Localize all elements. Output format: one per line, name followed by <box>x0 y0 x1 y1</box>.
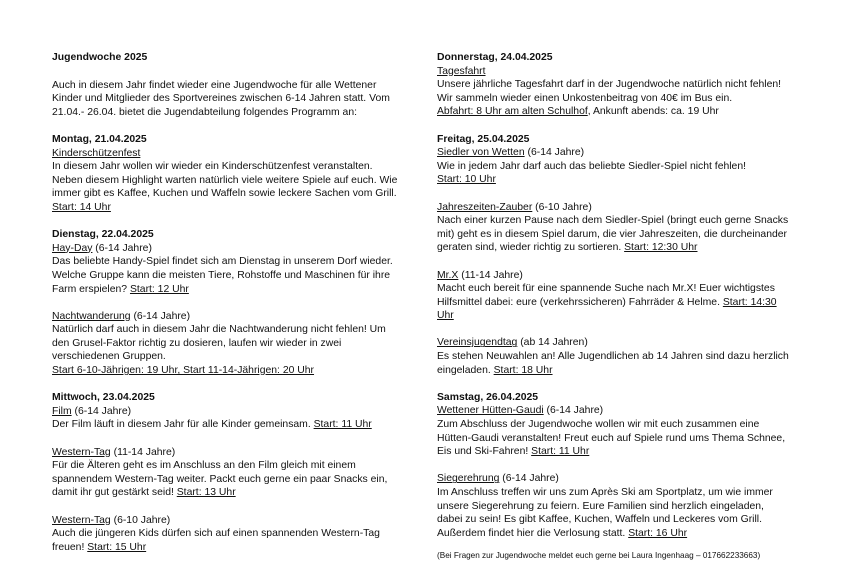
event-text: Für die Älteren geht es im Anschluss an den Film gleich mit einem spannendem Western-Tag weiter. Packt euch gerne ein paar Snacks ein, damit ihr gut gestärkt seid! <box>52 460 388 499</box>
event-description <box>437 282 789 323</box>
event-text: Im Anschluss treffen wir uns zum Après Ski am Sportplatz, um wie immer unsere Siegerehrung zu feiern. Eure Familien sind herzlich eingeladen, dabei zu sein! Es gibt Kaffee, Kuchen, Waffeln und Leckeres vom Grill. Außerdem findet hier die Verlosung statt. <box>437 487 773 539</box>
event-name: Hay-Day <box>52 242 93 254</box>
event-title-line <box>437 65 789 79</box>
day-heading: Donnerstag, 24.04.2025 <box>437 52 553 63</box>
event-description <box>437 486 789 540</box>
day-tuesday <box>52 228 404 296</box>
event-text: Das beliebte Handy-Spiel findet sich am Dienstag in unserem Dorf wieder. Welche Gruppe kann die meisten Tiere, Rohstoffe und Maschinen für ihre Farm erspielen? <box>52 256 393 295</box>
event-block <box>437 336 789 377</box>
event-title-line <box>437 146 789 160</box>
event-text: Zum Abschluss der Jugendwoche wollen wir mit euch zusammen eine Hütten-Gaudi veranstalten! Freut euch auf Spiele rund ums Thema Schnee, Eis und Ski-Fahren! <box>437 419 786 458</box>
event-start-time: Start: 11 Uhr <box>313 419 372 431</box>
event-age: (11-14 Jahre) <box>110 446 176 458</box>
event-start-time: Start: 18 Uhr <box>493 364 553 376</box>
event-title-line <box>52 147 404 161</box>
intro-paragraph: Auch in diesem Jahr findet wieder eine Jugendwoche für alle Wettener Kinder und Mitglieder des Sportvereines zwischen 6-14 Jahren statt. Vom 21.04.- 26.04. bietet die Jugendabteilung folgendes Programm an: <box>52 79 390 118</box>
event-name: Siedler von Wetten <box>437 147 525 159</box>
event-age: (11-14 Jahre) <box>458 269 523 281</box>
day-thursday <box>437 51 789 119</box>
event-age: (6-14 Jahre) <box>524 147 585 159</box>
event-name: Western-Tag <box>52 446 111 458</box>
event-start-time: Start: 14 Uhr <box>52 201 111 213</box>
event-arrival: , Ankunft abends: ca. 19 Uhr <box>587 106 719 118</box>
event-title-line <box>52 446 404 460</box>
event-title-line <box>437 269 789 283</box>
event-start-time: Start: 11 Uhr <box>531 446 590 458</box>
day-heading: Montag, 21.04.2025 <box>52 133 147 145</box>
event-start-time: Start: 12 Uhr <box>129 283 189 295</box>
event-title-line <box>52 242 404 256</box>
event-start-time: Start: 12:30 Uhr <box>624 242 698 254</box>
event-title-line <box>437 336 789 350</box>
event-start-time: Start: 14:30 Uhr <box>437 296 777 322</box>
day-heading: Mittwoch, 23.04.2025 <box>52 392 155 404</box>
event-start-time: Start: 10 Uhr <box>437 174 496 186</box>
event-name: Mr.X <box>437 269 459 281</box>
event-text: Der Film läuft in diesem Jahr für alle Kinder gemeinsam. <box>52 419 314 431</box>
event-title-line <box>52 310 404 324</box>
event-name: Western-Tag <box>52 514 111 526</box>
event-departure-line <box>437 105 789 119</box>
event-start-time: Start: 13 Uhr <box>176 487 236 499</box>
event-age: (6-14 Jahre) <box>543 405 604 417</box>
event-description <box>52 418 404 432</box>
right-column <box>437 51 789 540</box>
event-description <box>52 255 404 296</box>
event-block <box>52 310 404 378</box>
event-description: Wie in jedem Jahr darf auch das beliebte Siedler-Spiel nicht fehlen! <box>437 160 747 172</box>
event-start-time: Start 6-10-Jährigen: 19 Uhr, Start 11-14-Jährigen: 20 Uhr <box>52 365 315 377</box>
event-start-time: Start: 15 Uhr <box>87 541 147 553</box>
event-text: Es stehen Neuwahlen an! Alle Jugendlichen ab 14 Jahren sind dazu herzlich eingeladen. <box>437 351 789 376</box>
event-age: (6-14 Jahre) <box>130 310 191 322</box>
event-block <box>52 514 404 555</box>
event-age: (ab 14 Jahren) <box>517 337 588 349</box>
event-block <box>52 446 404 500</box>
event-description <box>52 527 404 554</box>
event-name: Siegerehrung <box>437 473 500 485</box>
event-name: Jahreszeiten-Zauber <box>437 201 533 213</box>
event-name: Film <box>52 405 72 417</box>
contact-footnote: (Bei Fragen zur Jugendwoche meldet euch gerne bei Laura Ingenhaag – 017662233663) <box>437 551 761 560</box>
event-age: (6-14 Jahre) <box>71 405 132 417</box>
day-heading: Samstag, 26.04.2025 <box>437 391 539 403</box>
event-description <box>437 418 789 459</box>
event-text: In diesem Jahr wollen wir wieder ein Kinderschützenfest veranstalten. Neben diesem Highlight warten natürlich viele weitere Spiele auf euch. Wie immer gibt es Kaffee, Kuchen und Waffeln sowie leckere Sachen vom Grill. <box>52 161 398 200</box>
event-block <box>437 472 789 540</box>
event-description: Natürlich darf auch in diesem Jahr die Nachtwanderung nicht fehlen! Um den Grusel-Faktor richtig zu dosieren, laufen wir wieder in zwei verschiedenen Gruppen. <box>52 324 386 363</box>
event-title-line <box>52 514 404 528</box>
event-age: (6-10 Jahre) <box>110 514 171 526</box>
event-title-line <box>437 472 789 486</box>
day-wednesday <box>52 391 404 432</box>
event-description <box>437 214 789 255</box>
event-age: (6-14 Jahre) <box>92 242 152 254</box>
event-block <box>437 201 789 255</box>
event-age: (6-10 Jahre) <box>532 201 592 213</box>
day-saturday <box>437 391 789 459</box>
event-start-time: Abfahrt: 8 Uhr am alten Schulhof <box>437 106 588 118</box>
event-name: Tagesfahrt <box>437 65 486 77</box>
event-title-line <box>437 201 789 215</box>
day-monday <box>52 133 404 215</box>
event-description <box>52 459 404 500</box>
event-text: Auch die jüngeren Kids dürfen sich auf einen spannenden Western-Tag freuen! <box>52 528 380 553</box>
event-start-time: Start: 16 Uhr <box>628 527 688 539</box>
event-name: Wettener Hütten-Gaudi <box>437 405 544 417</box>
event-block <box>437 269 789 323</box>
event-description <box>52 160 404 214</box>
event-age: (6-14 Jahre) <box>499 473 559 485</box>
left-column <box>52 51 404 554</box>
event-description: Unsere jährliche Tagesfahrt darf in der Jugendwoche natürlich nicht fehlen! Wir sammeln wieder einen Unkostenbeitrag von 40€ im Bus ein. <box>437 79 782 104</box>
event-name: Kinderschützenfest <box>52 147 141 159</box>
day-heading: Dienstag, 22.04.2025 <box>52 229 154 241</box>
day-friday <box>437 133 789 187</box>
event-name: Vereinsjugendtag <box>437 337 518 349</box>
event-name: Nachtwanderung <box>52 310 131 322</box>
day-heading: Freitag, 25.04.2025 <box>437 133 530 145</box>
event-title-line <box>437 404 789 418</box>
event-description <box>437 350 789 377</box>
event-text: Nach einer kurzen Pause nach dem Siedler-Spiel (bringt euch gerne Snacks mit) geht es in diesem Spiel darum, die vier Jahreszeiten, die durcheinander geraten sind, wieder richtig zu sortieren. <box>437 215 789 254</box>
event-title-line <box>52 405 404 419</box>
document-title: Jugendwoche 2025 <box>52 52 148 63</box>
event-text: Macht euch bereit für eine spannende Suche nach Mr.X! Euer wichtigstes Hilfsmittel dabei: eure (verkehrssicheren) Fahrräder & Helme. <box>437 283 775 308</box>
